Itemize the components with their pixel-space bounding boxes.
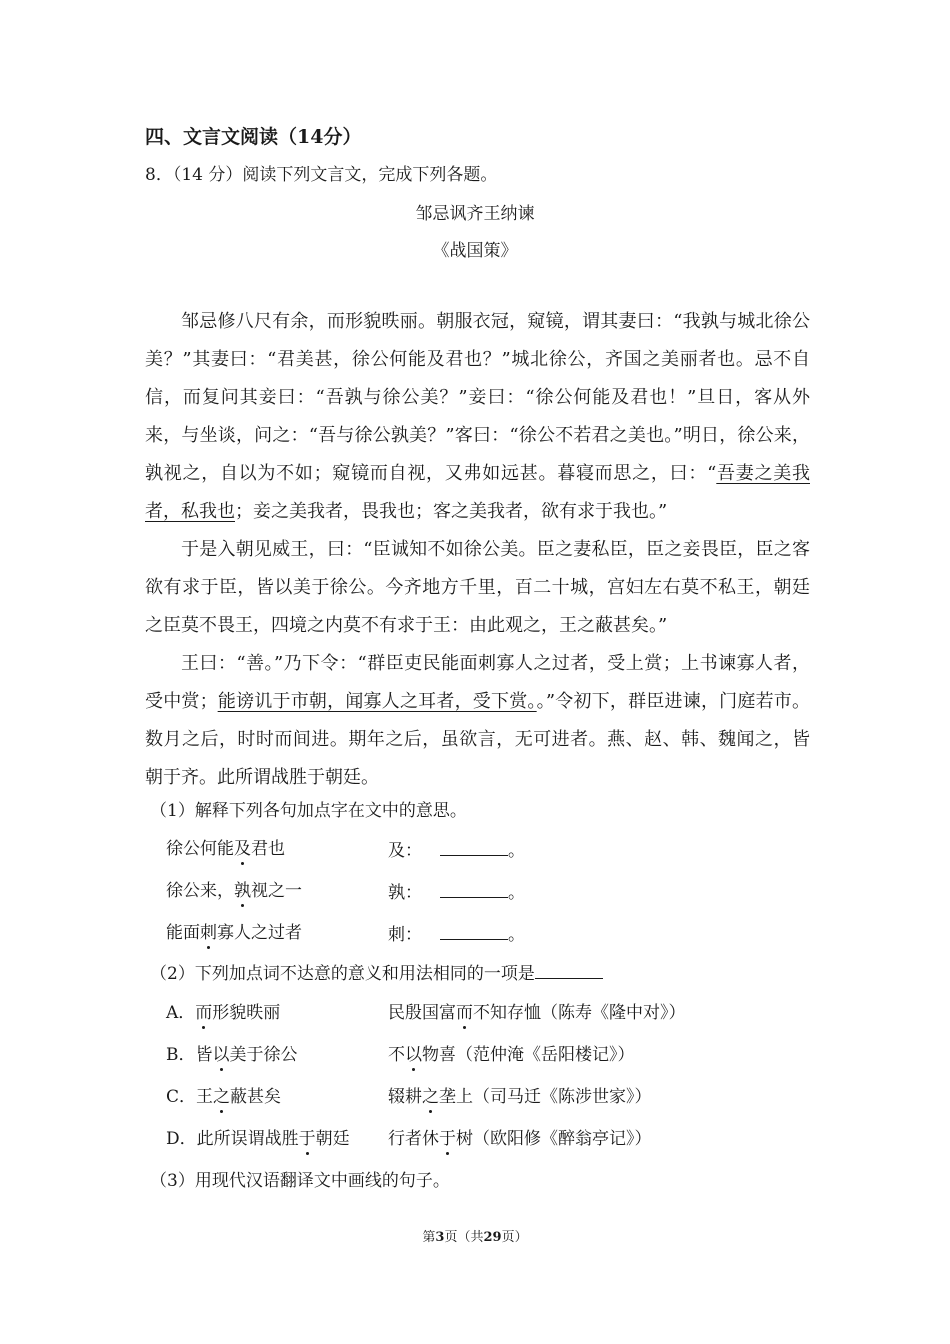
answer-blank[interactable] (440, 883, 508, 898)
dotted-char: 而 (195, 998, 212, 1023)
option-b-left: B．皆以美于徐公 (166, 1040, 298, 1065)
answer-blank[interactable] (440, 925, 508, 940)
option-a-left: A．而形貌昳丽 (166, 998, 280, 1023)
option-c-right: 辍耕之垄上（司马迁《陈涉世家》） (388, 1082, 652, 1107)
paragraph-text: 王曰：“善。”乃下令：“群臣吏民能面刺寡人之过者，受上赏；上书谏寡人者，受中赏； (145, 653, 810, 712)
sub1-answer-3: 刺： 。 (388, 925, 525, 945)
dotted-char: 以 (213, 1040, 230, 1065)
answer-blank[interactable] (440, 841, 508, 856)
dotted-char: 刺 (200, 918, 217, 943)
dotted-char: 于 (439, 1124, 456, 1149)
paragraph-text: 邹忌修八尺有余，而形貌昳丽。朝服衣冠，窥镜，谓其妻曰：“我孰与城北徐公美？”其妻曰：“君美甚，徐公何能及君也？”城北徐公，齐国之美丽者也。忌不自信，而复问其妾曰：“吾孰与徐公美？”妾曰：“徐公何能及君也！”旦日，客从外来，与坐谈，问之：“吾与徐公孰美？”客曰：“徐公不若君之美也。”明日，徐公来，孰视之，自以为不如；窥镜而自视，又弗如远甚。暮寝而思之，曰：“ (145, 311, 810, 484)
dotted-char: 及 (234, 834, 251, 859)
passage-paragraph-3 (145, 645, 810, 797)
dotted-char: 以 (405, 1040, 422, 1065)
sub1-answer-1: 及： 。 (388, 841, 525, 861)
sub1-item-1: 徐公何能及君也 (166, 834, 285, 859)
question-head: 8．（14 分）阅读下列文言文，完成下列各题。 (145, 165, 498, 185)
passage-source: 《战国策》 (432, 241, 518, 261)
passage-paragraph-1 (145, 303, 810, 531)
page-footer: 第3页（共29页） (422, 1230, 528, 1245)
option-d-right: 行者休于树（欧阳修《醉翁亭记》） (388, 1124, 652, 1149)
sub1-answer-2: 孰： 。 (388, 883, 525, 903)
dotted-char: 孰 (234, 876, 251, 901)
paragraph-text: 。”令初下，群臣进谏，门庭若市。数月之后，时时而间进。期年之后，虽欲言，无可进者。燕、赵、韩、魏闻之，皆朝于齐。此所谓战胜于朝廷。 (145, 691, 811, 788)
option-c-left: C．王之蔽甚矣 (166, 1082, 281, 1107)
answer-blank[interactable] (535, 964, 603, 979)
passage-title: 邹忌讽齐王纳谏 (415, 204, 535, 224)
sub-question-3: （3）用现代汉语翻译文中画线的句子。 (150, 1171, 450, 1191)
paragraph-text: ；妾之美我者，畏我也；客之美我者，欲有求于我也。” (235, 501, 668, 522)
dotted-char: 而 (456, 998, 473, 1023)
dotted-char: 之 (422, 1082, 439, 1107)
underlined-sentence-2: 能谤讥于市朝，闻寡人之耳者，受下赏。 (217, 691, 537, 712)
section-title: 四、文言文阅读（14分） (145, 126, 362, 148)
option-a-right: 民殷国富而不知存恤（陈寿《隆中对》） (388, 998, 686, 1023)
sub1-item-2: 徐公来，孰视之一 (166, 876, 302, 901)
sub-question-2: （2）下列加点词不达意的意义和用法相同的一项是 (150, 959, 603, 984)
dotted-char: 于 (299, 1124, 316, 1149)
underlined-sentence-1: 吾妻之美我者，私我也 (145, 463, 810, 522)
sub-question-1: （1）解释下列各句加点字在文中的意思。 (150, 801, 467, 821)
option-d-left: D．此所误谓战胜于朝廷 (166, 1124, 350, 1149)
sub1-item-3: 能面刺寡人之过者 (166, 918, 302, 943)
dotted-char: 之 (213, 1082, 230, 1107)
page-number: 3 (435, 1230, 445, 1245)
passage-paragraph-2: 于是入朝见威王，曰：“臣诚知不如徐公美。臣之妻私臣，臣之妾畏臣，臣之客欲有求于臣，皆以美于徐公。今齐地方千里，百二十城，宫妇左右莫不私王，朝廷之臣莫不畏王，四境之内莫不有求于王：由此观之，王之蔽甚矣。” (145, 539, 810, 636)
page-total: 29 (483, 1230, 502, 1245)
option-b-right: 不以物喜（范仲淹《岳阳楼记》） (388, 1040, 635, 1065)
